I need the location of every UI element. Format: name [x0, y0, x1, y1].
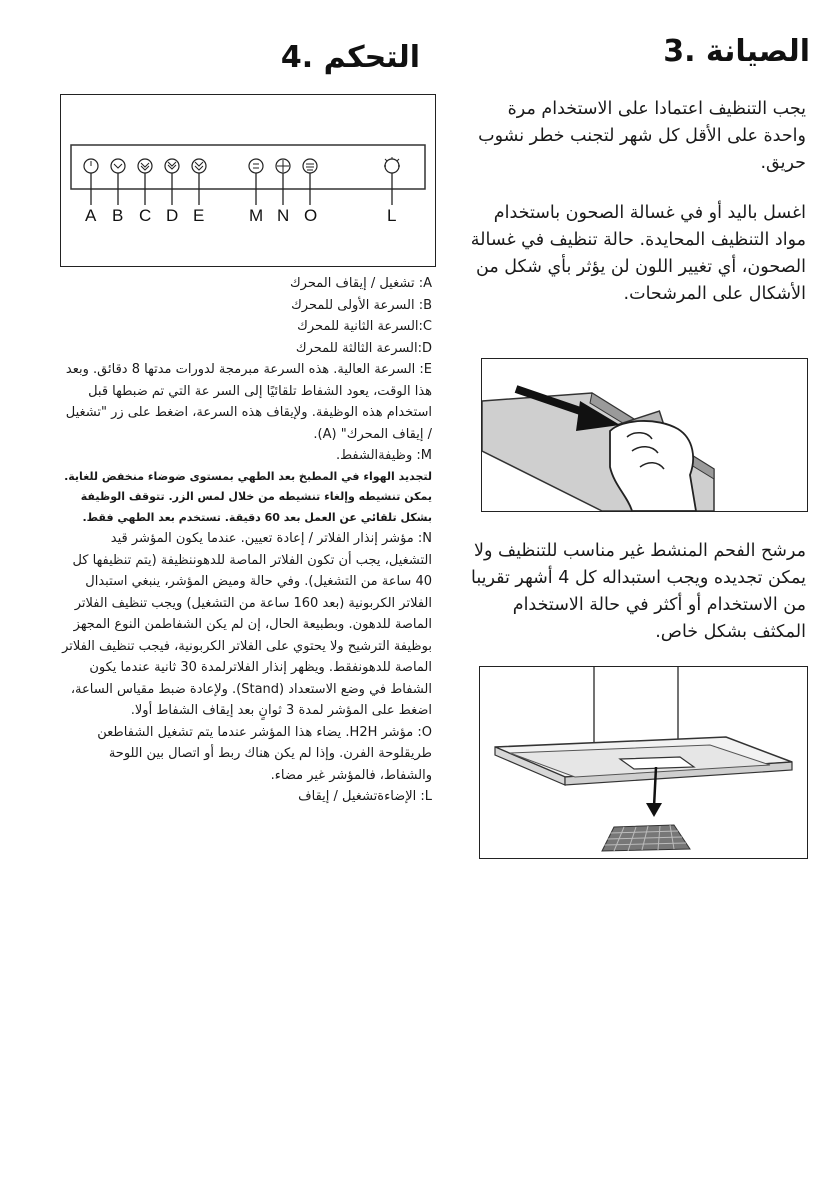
- maintenance-para-3: [470, 538, 806, 646]
- legend-o: O: مؤشر H2H. يضاء هذا المؤشر عندما يتم تشغيل الشفاطعن طريقلوحة الفرن. وإذا لم يكن هناك ربط أو اتصال بين اللوحة والشفاط، فالمؤشر غير مضاء.: [97, 724, 432, 783]
- legend-d: D:السرعة الثالثة للمحرك: [295, 340, 432, 356]
- maintenance-heading: 3. الصيانة: [663, 34, 810, 69]
- legend-e: E: السرعة العالية. هذه السرعة مبرمجة لدورات مدتها 8 دقائق. وبعد هذا الوقت، يعود الشفاط تلقائيًا إلى السر عة التي تم ضبطها قبل استخدام هذه الوظيفة. ولإيقاف هذه السرعة، اضغط على زر "تشغيل / إيقاف المحرك" (A).: [65, 362, 432, 442]
- legend-m: M: وظيفةالشفط.: [335, 448, 432, 463]
- legend-n: N: مؤشر إنذار الفلاتر / إعادة تعيين. عندما يكون المؤشر قيد التشغيل، يجب أن تكون الفلاتر الماصة للدهوننظيفة (يتم تنظيفها كل 40 ساعة من التشغيل). وفي حالة وميض المؤشر، ينبغي استبدال الفلاتر الكربونية (بعد 160 ساعة من التشغيل) ويجب تنظيف الفلاتر الماصة للدهون. وبطبيعة الحال، إن لم يكن الشفاطمن النوع المجهز بوظيفة الترشيح ولا يحتوي على الفلاتر الكربونية، فيجب تنظيف الفلاتر الماصة للدهونفقط. ويظهر إنذار الفلاترلمدة 30 ثانية عندما يكون الشفاط في وضع الاستعداد (Stand). ولإعادة ضبط مقياس الساعة، اضغط على المؤشر لمدة 3 ثوانٍ بعد إيقاف الشفاط أولا.: [62, 531, 432, 718]
- label-d: D: [166, 206, 179, 225]
- legend-a: A: تشغيل / إيقاف المحرك: [289, 276, 432, 291]
- maintenance-para-1-text: يجب التنظيف اعتمادا على الاستخدام مرة واحدة على الأقل كل شهر لتجنب خطر نشوب حريق.: [478, 99, 806, 173]
- label-l: L: [387, 206, 397, 225]
- legend-m-detail: لتجديد الهواء في المطبخ بعد الطهي بمستوى ضوضاء منخفض للغاية. يمكن تنشيطه وإلغاء تنشيطه من خلال لمس الزر. تتوقف الوظيفة بشكل تلقائي عن العمل بعد 60 دقيقة. تستخدم بعد الطهي فقط.: [64, 469, 432, 524]
- label-b: B: [112, 206, 124, 225]
- label-n: N: [277, 206, 290, 225]
- speed-2-button-icon: [138, 159, 152, 173]
- maintenance-para-1: [470, 96, 806, 177]
- legend-l: L: الإضاءةتشغيل / إيقاف: [298, 789, 432, 804]
- filter-removal-figure: [481, 358, 808, 512]
- hand-filter-illustration: [482, 359, 807, 511]
- charcoal-filter-figure: [479, 666, 808, 859]
- control-heading: 4. التحكم: [280, 40, 420, 75]
- legend-b: B: السرعة الأولى للمحرك: [291, 297, 432, 313]
- light-button-icon: [385, 159, 399, 173]
- legend-c: C:السرعة الثانية للمحرك: [297, 319, 432, 334]
- maintenance-para-2-text: اغسل باليد أو في غسالة الصحون باستخدام مواد التنظيف المحايدة. حالة تنظيف في غسالة الصحون، أي تغيير اللون لن يؤثر بأي شكل من الأشكال على المرشحات.: [470, 203, 806, 304]
- speed-1-button-icon: [111, 159, 125, 173]
- hood-filter-illustration: [480, 667, 807, 858]
- control-legend: [60, 273, 432, 808]
- maintenance-para-3-text: مرشح الفحم المنشط غير مناسب للتنظيف ولا يمكن تجديده ويجب استبداله كل 4 أشهر تقريبا من الاستخدام أو أكثر في حالة الاستخدام المكثف بشكل خاص.: [471, 541, 806, 642]
- label-e: E: [193, 206, 205, 225]
- label-c: C: [139, 206, 152, 225]
- maintenance-para-2: [470, 200, 806, 308]
- label-o: O: [304, 206, 318, 225]
- h2h-indicator-icon: [303, 159, 317, 173]
- label-m: M: [249, 206, 264, 225]
- control-panel-diagram: [61, 95, 435, 266]
- label-a: A: [85, 206, 97, 225]
- breeze-function-button-icon: [249, 159, 263, 173]
- control-panel-figure: [60, 94, 436, 267]
- charcoal-filter-grid: [602, 825, 690, 851]
